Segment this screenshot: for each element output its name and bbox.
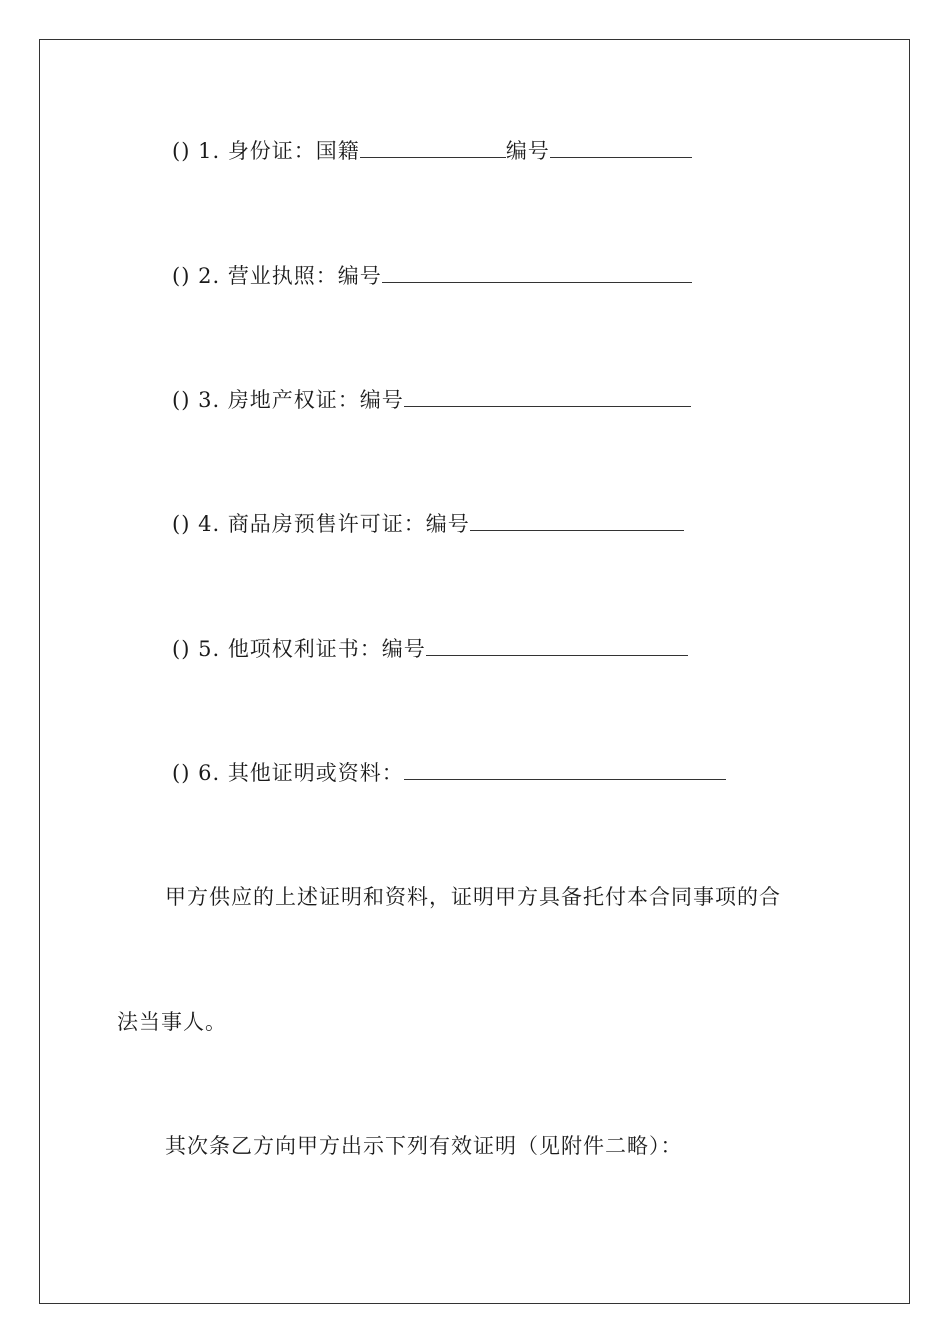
checkbox-marker[interactable]: () <box>172 637 191 661</box>
item-number: 3. <box>198 388 221 412</box>
item-label: 他项权利证书：编号 <box>227 637 426 661</box>
item-1 <box>172 136 692 166</box>
item-number: 5. <box>198 637 221 661</box>
property-cert-number-blank[interactable] <box>404 385 691 407</box>
item-number: 6. <box>198 761 221 785</box>
item-label: 营业执照：编号 <box>227 264 382 288</box>
paragraph-2: 其次条乙方向甲方出示下列有效证明（见附件二略）： <box>165 1134 683 1158</box>
item-number: 2. <box>198 264 221 288</box>
item-label: 房地产权证：编号 <box>227 388 404 412</box>
checkbox-marker[interactable]: () <box>172 388 191 412</box>
item-label: 商品房预售许可证：编号 <box>227 512 470 536</box>
item-3 <box>172 385 691 415</box>
checkbox-marker[interactable]: () <box>172 512 191 536</box>
item-5 <box>172 634 688 664</box>
item-2 <box>172 261 692 291</box>
paragraph-1-line-2: 法当事人。 <box>117 1010 227 1034</box>
license-number-blank[interactable] <box>382 261 692 283</box>
checkbox-marker[interactable]: () <box>172 761 191 785</box>
presale-permit-number-blank[interactable] <box>470 509 684 531</box>
item-6 <box>172 758 726 788</box>
item-number: 1. <box>198 139 221 163</box>
id-number-blank[interactable] <box>550 136 692 158</box>
item-label: 身份证：国籍 <box>227 139 360 163</box>
nationality-blank[interactable] <box>360 136 506 158</box>
other-rights-cert-number-blank[interactable] <box>426 634 688 656</box>
paragraph-1-line-1: 甲方供应的上述证明和资料，证明甲方具备托付本合同事项的合 <box>165 885 781 909</box>
page-border <box>39 39 910 1304</box>
item-number: 4. <box>198 512 221 536</box>
item-label: 其他证明或资料： <box>227 761 404 785</box>
checkbox-marker[interactable]: () <box>172 264 191 288</box>
item-sublabel: 编号 <box>505 139 550 163</box>
other-documents-blank[interactable] <box>404 758 726 780</box>
item-4 <box>172 509 684 539</box>
checkbox-marker[interactable]: () <box>172 139 191 163</box>
